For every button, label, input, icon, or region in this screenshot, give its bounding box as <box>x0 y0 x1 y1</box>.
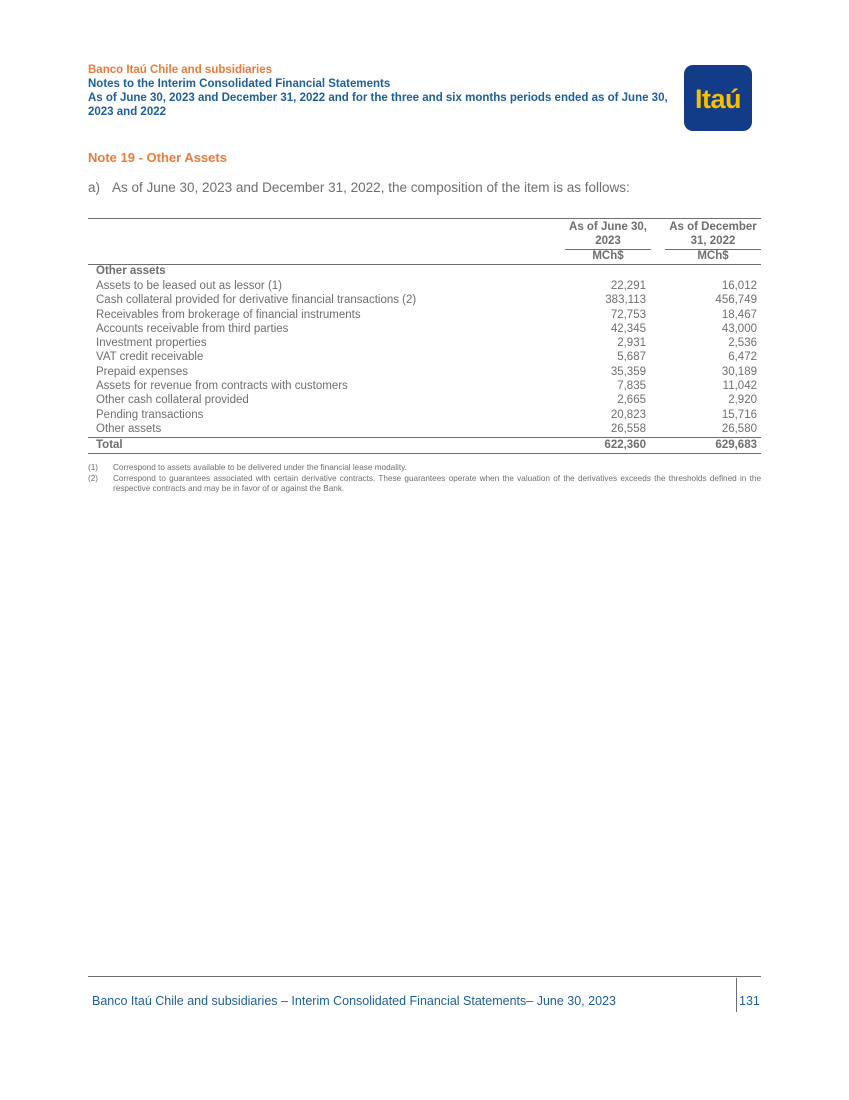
table-row <box>88 336 761 350</box>
row-value-2022: 16,012 <box>721 280 757 292</box>
row-label: Other assets <box>96 422 162 435</box>
row-value-2022: 26,580 <box>721 422 757 435</box>
row-value-2022: 18,467 <box>721 308 757 321</box>
table-row <box>88 422 761 436</box>
row-value-2022: 2,536 <box>728 337 757 350</box>
row-value-2023: 72,753 <box>610 308 646 321</box>
footnote-text: Correspond to assets available to be delivered under the financial lease modality. <box>113 463 407 472</box>
column-header-june-2023 <box>565 221 651 264</box>
row-label: Prepaid expenses <box>96 365 189 378</box>
row-value-2023: 42,345 <box>610 322 646 335</box>
row-value-2023: 5,687 <box>617 351 646 364</box>
table-row <box>88 365 761 379</box>
footer-text: Banco Itaú Chile and subsidiaries – Interim Consolidated Financial Statements– June 30, 2023 <box>92 994 616 1008</box>
footer-separator <box>736 978 737 1012</box>
row-value-2022: 30,189 <box>721 365 757 378</box>
total-row <box>88 437 761 454</box>
row-label: Investment properties <box>96 337 207 350</box>
row-value-2023: 35,359 <box>610 365 646 378</box>
header-rule <box>88 264 761 265</box>
footnote-marker: (1) <box>88 463 99 472</box>
footer-rule <box>88 976 761 977</box>
document-title: Notes to the Interim Consolidated Financial Statements <box>88 78 391 90</box>
document-period: As of June 30, 2023 and December 31, 2022 and for the three and six months periods ended as of June 30, 2023 and 2022 <box>88 92 668 118</box>
total-value-2023: 622,360 <box>604 439 646 451</box>
table-row <box>88 408 761 422</box>
intro-text: As of June 30, 2023 and December 31, 2022, the composition of the item is as follows: <box>112 180 630 195</box>
row-value-2022: 15,716 <box>721 408 757 421</box>
row-value-2022: 11,042 <box>722 380 757 393</box>
footnote-1 <box>88 463 761 473</box>
itau-logo <box>684 65 752 131</box>
row-value-2023: 26,558 <box>610 422 646 435</box>
table-row <box>88 350 761 364</box>
row-value-2023: 20,823 <box>610 408 646 421</box>
table-row <box>88 322 761 336</box>
note-title: Note 19 - Other Assets <box>88 150 227 165</box>
total-label: Total <box>96 439 123 451</box>
table-row <box>88 393 761 407</box>
column-unit: MCh$ <box>565 249 651 264</box>
table-row <box>88 308 761 322</box>
table-row <box>88 379 761 393</box>
row-value-2022: 43,000 <box>721 322 757 335</box>
row-value-2023: 2,665 <box>617 394 646 407</box>
column-unit: MCh$ <box>665 249 761 264</box>
row-value-2023: 383,113 <box>605 294 646 307</box>
column-header-december-2022 <box>665 221 761 264</box>
company-name: Banco Itaú Chile and subsidiaries <box>88 64 273 76</box>
row-label: Receivables from brokerage of financial instruments <box>96 308 361 321</box>
column-title: As of December 31, 2022 <box>669 221 757 247</box>
section-label: Other assets <box>96 265 166 277</box>
row-value-2023: 22,291 <box>610 280 646 292</box>
table-top-rule <box>88 218 761 219</box>
column-title: As of June 30, 2023 <box>569 221 647 247</box>
row-label: Accounts receivable from third parties <box>96 322 289 335</box>
row-label: Assets to be leased out as lessor (1) <box>96 280 283 292</box>
row-label: Assets for revenue from contracts with customers <box>96 380 348 393</box>
row-label: VAT credit receivable <box>96 351 204 364</box>
row-label: Other cash collateral provided <box>96 394 249 407</box>
logo-text: Itaú <box>694 84 741 114</box>
total-value-2022: 629,683 <box>715 439 757 451</box>
row-label: Pending transactions <box>96 408 204 421</box>
page-number: 131 <box>739 994 760 1008</box>
table-row <box>88 279 761 293</box>
row-value-2023: 2,931 <box>617 337 646 350</box>
row-value-2022: 456,749 <box>715 294 757 307</box>
footnote-text: Correspond to guarantees associated with certain derivative contracts. These guarantees operate when the valuation of the derivatives exceeds the thresholds defined in the respective contracts and may be in favor of or against the Bank. <box>113 474 761 493</box>
intro-paragraph <box>88 180 630 195</box>
footnote-2 <box>88 474 761 494</box>
row-label: Cash collateral provided for derivative financial transactions (2) <box>96 294 417 307</box>
intro-marker: a) <box>88 180 101 195</box>
document-header <box>88 63 678 119</box>
footnote-marker: (2) <box>88 474 99 483</box>
table-body <box>88 279 761 436</box>
table-row <box>88 293 761 307</box>
row-value-2023: 7,835 <box>617 380 646 393</box>
row-value-2022: 2,920 <box>728 394 757 407</box>
row-value-2022: 6,472 <box>728 351 757 364</box>
